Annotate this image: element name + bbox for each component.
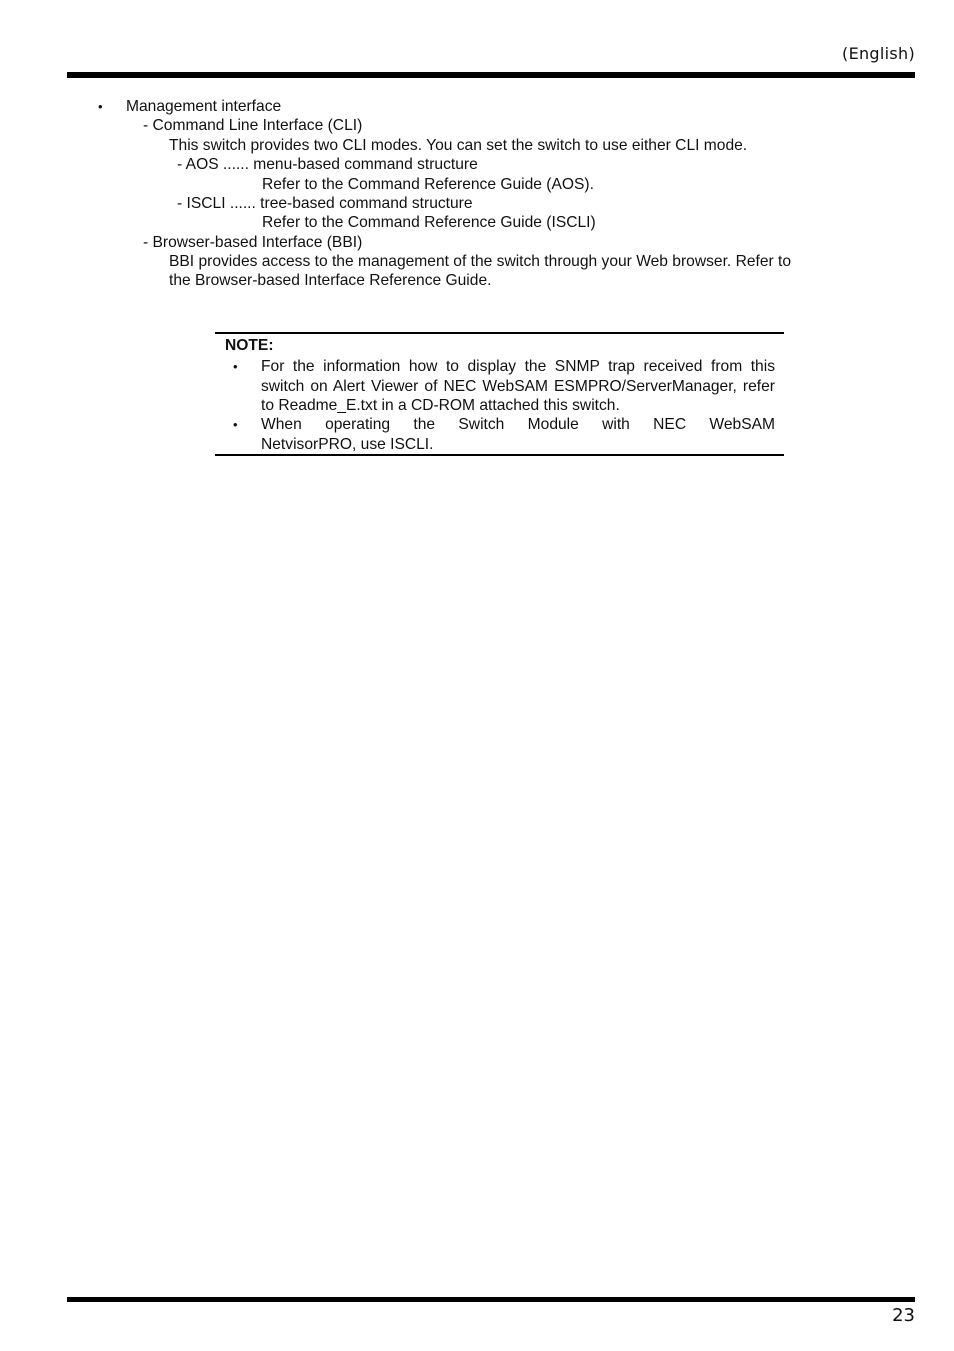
- note-bullet-icon: •: [233, 417, 238, 432]
- cli-description: This switch provides two CLI modes. You can set the switch to use either CLI mode.: [169, 137, 748, 154]
- bbi-description-line2: the Browser-based Interface Reference Guide.: [169, 272, 492, 289]
- note-word: the: [413, 416, 436, 433]
- language-label: (English): [842, 44, 915, 63]
- note-bullet-icon: •: [233, 359, 238, 374]
- cli-heading: - Command Line Interface (CLI): [143, 117, 363, 134]
- page-number: 23: [892, 1305, 915, 1326]
- note-word: When: [261, 416, 302, 433]
- note-word: WebSAM: [709, 416, 775, 433]
- note-box: [215, 332, 784, 456]
- note-word: Module: [527, 416, 579, 433]
- bbi-heading: - Browser-based Interface (BBI): [143, 234, 363, 251]
- note-item-2-line1: [261, 415, 775, 435]
- note-title: NOTE:: [225, 337, 274, 354]
- note-item-2: [261, 415, 775, 454]
- note-item-1: For the information how to display the SNMP trap received from this switch on Alert Viewer of NEC WebSAM ESMPRO/ServerManager, refer to Readme_E.txt in a CD-ROM attached this switch.: [261, 358, 775, 414]
- note-item-2-line2: NetvisorPRO, use ISCLI.: [261, 435, 434, 453]
- aos-reference: Refer to the Command Reference Guide (AOS).: [262, 176, 594, 193]
- header-rule: [67, 72, 915, 78]
- footer-rule: [67, 1297, 915, 1302]
- aos-line: - AOS ...... menu-based command structure: [177, 156, 478, 173]
- bbi-description-line1: BBI provides access to the management of the switch through your Web browser. Refer to: [169, 253, 792, 270]
- note-word: Switch: [458, 416, 505, 433]
- note-word: NEC: [653, 416, 687, 433]
- note-word: with: [602, 416, 630, 433]
- bullet-icon: •: [98, 99, 103, 114]
- management-interface-title: Management interface: [126, 98, 282, 115]
- note-word: operating: [325, 416, 391, 433]
- iscli-reference: Refer to the Command Reference Guide (ISCLI): [262, 214, 596, 231]
- iscli-line: - ISCLI ...... tree-based command structure: [177, 195, 473, 212]
